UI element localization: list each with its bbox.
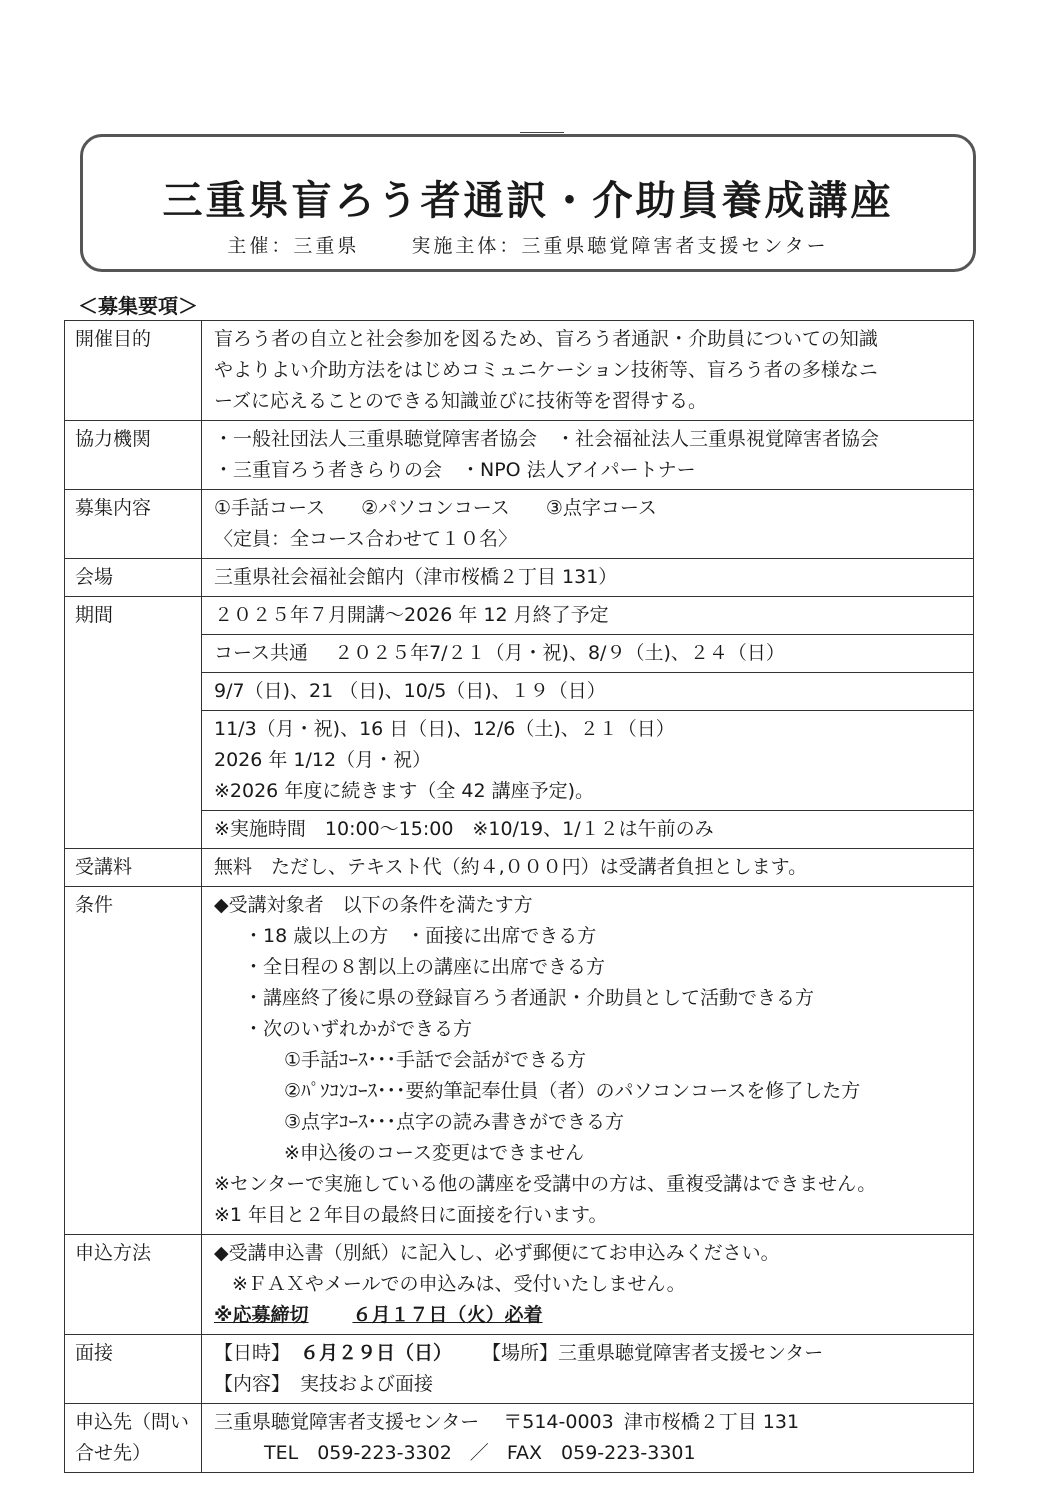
deadline-date: ６月１７日（火）必着: [352, 1304, 543, 1326]
purpose-line-3: ーズに応えることのできる知識並びに技術等を習得する。: [214, 390, 708, 412]
period-date-3: [202, 711, 974, 811]
row-purpose: [65, 321, 974, 421]
row-period-date2: [65, 673, 974, 711]
row-apply: [65, 1235, 974, 1335]
title-box: [80, 134, 976, 272]
condition-1a: ・18 歳以上の方: [244, 925, 389, 947]
value-venue: 三重県社会福祉会館内（津市桜橋２丁目 131）: [202, 559, 974, 597]
interview-datetime: [214, 1338, 965, 1369]
row-cooperation: [65, 421, 974, 490]
label-contact: 申込先（問い合せ先）: [65, 1404, 202, 1473]
label-venue: 会場: [65, 559, 202, 597]
course-pc: ②パソコンコース: [361, 497, 510, 519]
condition-1: [214, 921, 965, 952]
place-value: 三重県聴覚障害者支援センター: [558, 1342, 824, 1364]
label-conditions: 条件: [65, 887, 202, 1235]
organizer: 主催：三重県: [227, 235, 360, 257]
contact-phone: [214, 1438, 965, 1469]
datetime-label: 【日時】: [214, 1342, 291, 1364]
sub-condition-4: ※申込後のコース変更はできません: [284, 1142, 584, 1164]
sub-condition-3: ③点字ｺｰｽ･･･点字の読み書きができる方: [284, 1111, 625, 1133]
date-3-text: 11/3（月・祝)、16 日（日)、12/6（土)、２１（日）: [214, 718, 675, 740]
condition-3: ・講座終了後に県の登録盲ろう者通訳・介助員として活動できる方: [244, 987, 815, 1009]
contact-street: 津市桜橋２丁目 131: [623, 1411, 800, 1433]
date-1-text: ２０２５年7/２１（月・祝)、8/９（土)、２４（日）: [334, 642, 785, 664]
condition-2: ・全日程の８割以上の講座に出席できる方: [244, 956, 606, 978]
subtitle: [83, 231, 973, 258]
capacity: 〈定員：全コース合わせて１０名〉: [214, 528, 518, 550]
section-title: ＜募集要項＞: [78, 294, 198, 318]
deadline: [214, 1300, 965, 1331]
contact-postal: 〒514-0003: [503, 1411, 614, 1433]
datetime-value: ６月２９日（日）: [300, 1342, 453, 1364]
page-title: 三重県盲ろう者通訳・介助員養成講座: [162, 178, 894, 224]
cooperation-line-2: ・三重盲ろう者きらりの会 ・NPO 法人アイパートナー: [214, 459, 696, 481]
contact-address: [214, 1407, 965, 1438]
sub-condition-2: ②ﾊﾟｿｺﾝｺｰｽ･･･要約筆記奉仕員（者）のパソコンコースを修了した方: [284, 1080, 861, 1102]
value-recruit: [202, 490, 974, 559]
purpose-line-1: 盲ろう者の自立と社会参加を図るため、盲ろう者通訳・介助員についての知識: [214, 328, 878, 350]
label-recruit: 募集内容: [65, 490, 202, 559]
tel-number: TEL 059-223-3302: [264, 1442, 452, 1464]
date-5-text: ※2026 年度に続きます（全 42 講座予定)。: [214, 780, 594, 802]
row-interview: [65, 1335, 974, 1404]
content-value: 実技および面接: [300, 1373, 434, 1395]
course-braille: ③点字コース: [545, 497, 657, 519]
note-2: ※1 年目と２年目の最終日に面接を行います。: [214, 1204, 608, 1226]
fax-number: FAX 059-223-3301: [506, 1442, 696, 1464]
course-sign-language: ①手話コース: [214, 497, 326, 519]
purpose-line-2: やよりよい介助方法をはじめコミュニケーション技術等、盲ろう者の多様なニ: [214, 359, 878, 381]
label-cooperation: 協力機関: [65, 421, 202, 490]
label-period: 期間: [65, 597, 202, 849]
value-cooperation: [202, 421, 974, 490]
value-fee: 無料 ただし、テキスト代（約４,０００円）は受講者負担とします。: [202, 849, 974, 887]
label-fee: 受講料: [65, 849, 202, 887]
row-fee: [65, 849, 974, 887]
conditions-heading: ◆受講対象者 以下の条件を満たす方: [214, 894, 533, 916]
row-recruit: [65, 490, 974, 559]
row-conditions: [65, 887, 974, 1235]
period-date-2: 9/7（日)、21 （日)、10/5（日)、１９（日）: [202, 673, 974, 711]
label-interview: 面接: [65, 1335, 202, 1404]
value-apply: [202, 1235, 974, 1335]
period-date-1: [202, 635, 974, 673]
row-period-date1: [65, 635, 974, 673]
label-purpose: 開催目的: [65, 321, 202, 421]
cooperation-line-1: ・一般社団法人三重県聴覚障害者協会 ・社会福祉法人三重県視覚障害者協会: [214, 428, 880, 450]
recruitment-table: [64, 320, 974, 1473]
value-interview: [202, 1335, 974, 1404]
course-list: [214, 493, 965, 524]
note-1: ※センターで実施している他の講座を受講中の方は、重複受講はできません。: [214, 1173, 877, 1195]
row-venue: [65, 559, 974, 597]
apply-line-1: ◆受講申込書（別紙）に記入し、必ず郵便にてお申込みください。: [214, 1242, 780, 1264]
value-purpose: [202, 321, 974, 421]
date-4-text: 2026 年 1/12（月・祝）: [214, 749, 432, 771]
period-summary: ２０２５年７月開講～2026 年 12 月終了予定: [202, 597, 974, 635]
content-label: 【内容】: [214, 1373, 291, 1395]
sub-condition-1: ①手話ｺｰｽ･･･手話で会話ができる方: [284, 1049, 587, 1071]
row-contact: [65, 1404, 974, 1473]
condition-1b: ・面接に出席できる方: [406, 925, 597, 947]
implementer: 実施主体：三重県聴覚障害者支援センター: [411, 235, 829, 257]
row-period-time: [65, 811, 974, 849]
apply-line-2: ※ＦＡＸやメールでの申込みは、受付いたしません。: [232, 1273, 686, 1295]
contact-separator: ／: [469, 1442, 489, 1464]
row-period-date3: [65, 711, 974, 811]
contact-org: 三重県聴覚障害者支援センター: [214, 1411, 480, 1433]
top-mark: [520, 132, 564, 133]
row-period-summary: [65, 597, 974, 635]
value-conditions: [202, 887, 974, 1235]
period-time: ※実施時間 10:00～15:00 ※10/19、1/１２は午前のみ: [202, 811, 974, 849]
interview-content: [214, 1369, 965, 1400]
deadline-label: ※応募締切: [214, 1304, 309, 1326]
common-label: コース共通: [214, 642, 309, 664]
label-apply: 申込方法: [65, 1235, 202, 1335]
condition-4: ・次のいずれかができる方: [244, 1018, 473, 1040]
place-label: 【場所】: [482, 1342, 559, 1364]
value-contact: [202, 1404, 974, 1473]
